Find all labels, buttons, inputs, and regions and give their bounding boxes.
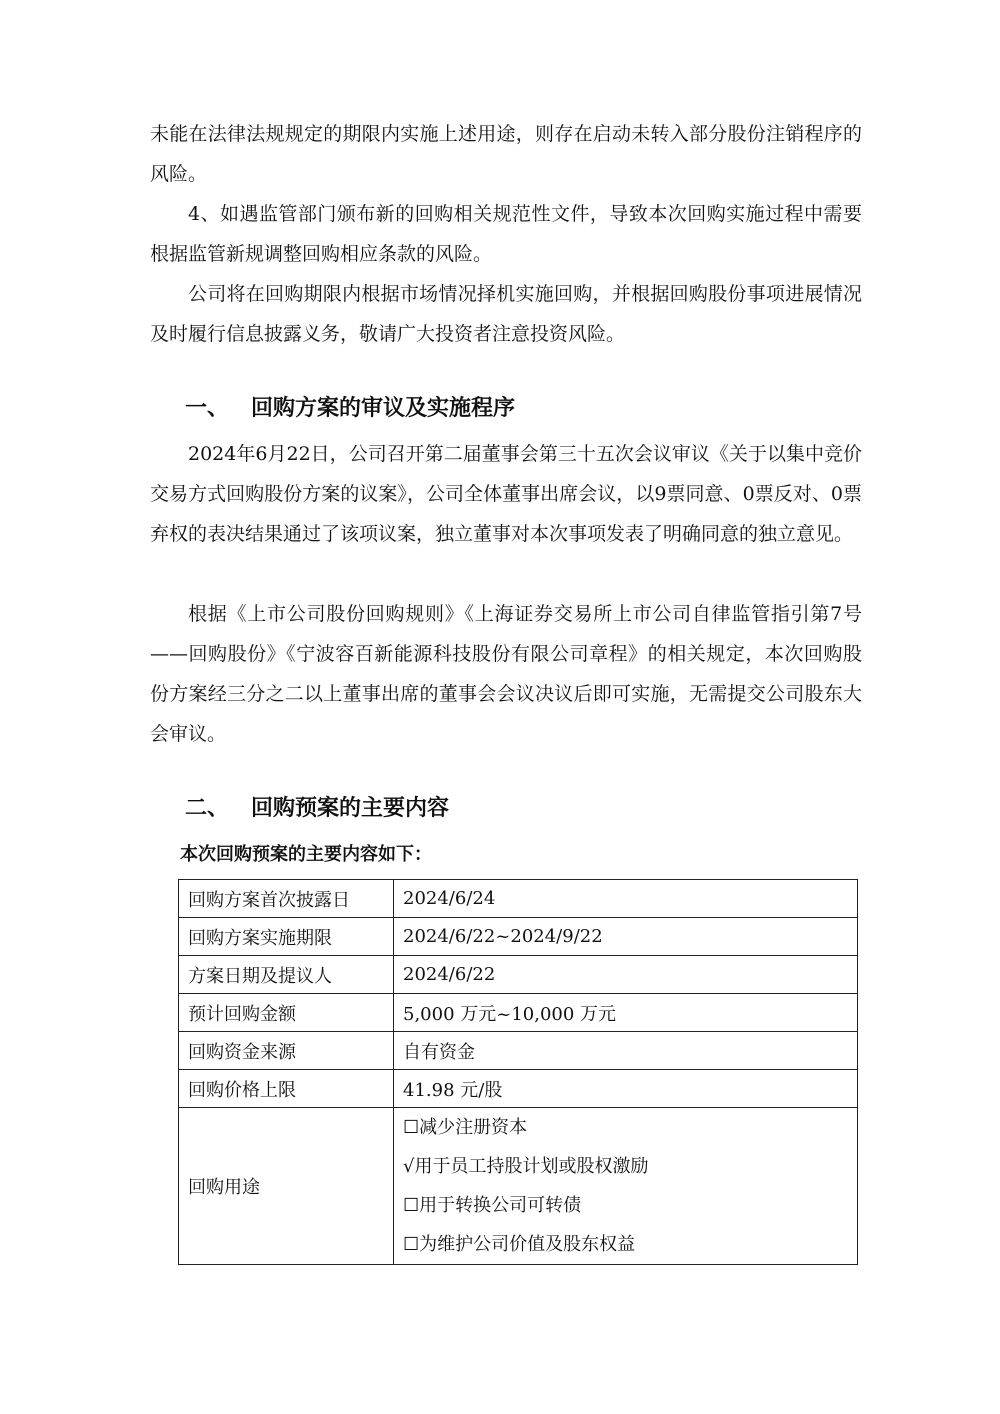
risk-paragraph-4: 4、如遇监管部门颁布新的回购相关规范性文件，导致本次回购实施过程中需要根据监管新规调整回购相应条款的风险。 <box>150 203 862 265</box>
row-value: 2024/6/22 <box>394 956 858 994</box>
table-intro: 本次回购预案的主要内容如下： <box>180 844 432 865</box>
use-options-cell <box>394 1108 858 1265</box>
regulation-paragraph: 根据《上市公司股份回购规则》《上海证券交易所上市公司自律监管指引第7号——回购股份》《宁波容百新能源科技股份有限公司章程》的相关规定，本次回购股份方案经三分之二以上董事出席的董事会会议决议后即可实施，无需提交公司股东大会审议。 <box>150 603 862 745</box>
row-value: 2024/6/24 <box>394 880 858 918</box>
row-label: 回购资金来源 <box>179 1032 394 1070</box>
use-option-label: 为维护公司价值及股东权益 <box>419 1234 636 1255</box>
section-1-number: 一、 <box>185 396 230 421</box>
checkmark-icon: √ <box>403 1156 415 1177</box>
table-row <box>179 1032 858 1070</box>
table-row <box>179 1070 858 1108</box>
section-2-heading <box>185 794 449 824</box>
row-label: 回购方案首次披露日 <box>179 880 394 918</box>
table-row <box>179 880 858 918</box>
use-option <box>403 1186 848 1225</box>
use-option <box>403 1225 848 1264</box>
section-2-title: 回购预案的主要内容 <box>251 796 450 821</box>
section-1-title: 回购方案的审议及实施程序 <box>251 396 516 421</box>
unchecked-box-icon: ☐ <box>403 1195 420 1216</box>
row-value: 41.98 元/股 <box>394 1070 858 1108</box>
investor-notice-paragraph: 公司将在回购期限内根据市场情况择机实施回购，并根据回购股份事项进展情况及时履行信息披露义务，敬请广大投资者注意投资风险。 <box>150 283 862 345</box>
row-label: 回购价格上限 <box>179 1070 394 1108</box>
unchecked-box-icon: ☐ <box>403 1117 420 1138</box>
row-value: 自有资金 <box>394 1032 858 1070</box>
row-label: 预计回购金额 <box>179 994 394 1032</box>
table-row <box>179 994 858 1032</box>
table-row-use <box>179 1108 858 1265</box>
table-row <box>179 918 858 956</box>
row-label: 回购方案实施期限 <box>179 918 394 956</box>
row-label: 回购用途 <box>179 1108 394 1265</box>
section-1-heading <box>185 394 515 424</box>
row-label: 方案日期及提议人 <box>179 956 394 994</box>
section-2-number: 二、 <box>185 796 230 821</box>
buyback-summary-table <box>178 879 858 1265</box>
use-option <box>403 1147 848 1186</box>
unchecked-box-icon: ☐ <box>403 1234 420 1255</box>
use-option <box>403 1108 848 1147</box>
row-value: 2024/6/22~2024/9/22 <box>394 918 858 956</box>
table-row <box>179 956 858 994</box>
risk-paragraph-continued: 未能在法律法规规定的期限内实施上述用途，则存在启动未转入部分股份注销程序的风险。 <box>150 123 862 185</box>
row-value: 5,000 万元~10,000 万元 <box>394 994 858 1032</box>
use-option-label: 减少注册资本 <box>419 1117 528 1138</box>
use-option-label: 用于员工持股计划或股权激励 <box>414 1156 649 1177</box>
board-review-paragraph: 2024年6月22日，公司召开第二届董事会第三十五次会议审议《关于以集中竞价交易方式回购股份方案的议案》，公司全体董事出席会议，以9票同意、0票反对、0票弃权的表决结果通过了该项议案，独立董事对本次事项发表了明确同意的独立意见。 <box>150 443 862 545</box>
use-option-label: 用于转换公司可转债 <box>419 1195 582 1216</box>
